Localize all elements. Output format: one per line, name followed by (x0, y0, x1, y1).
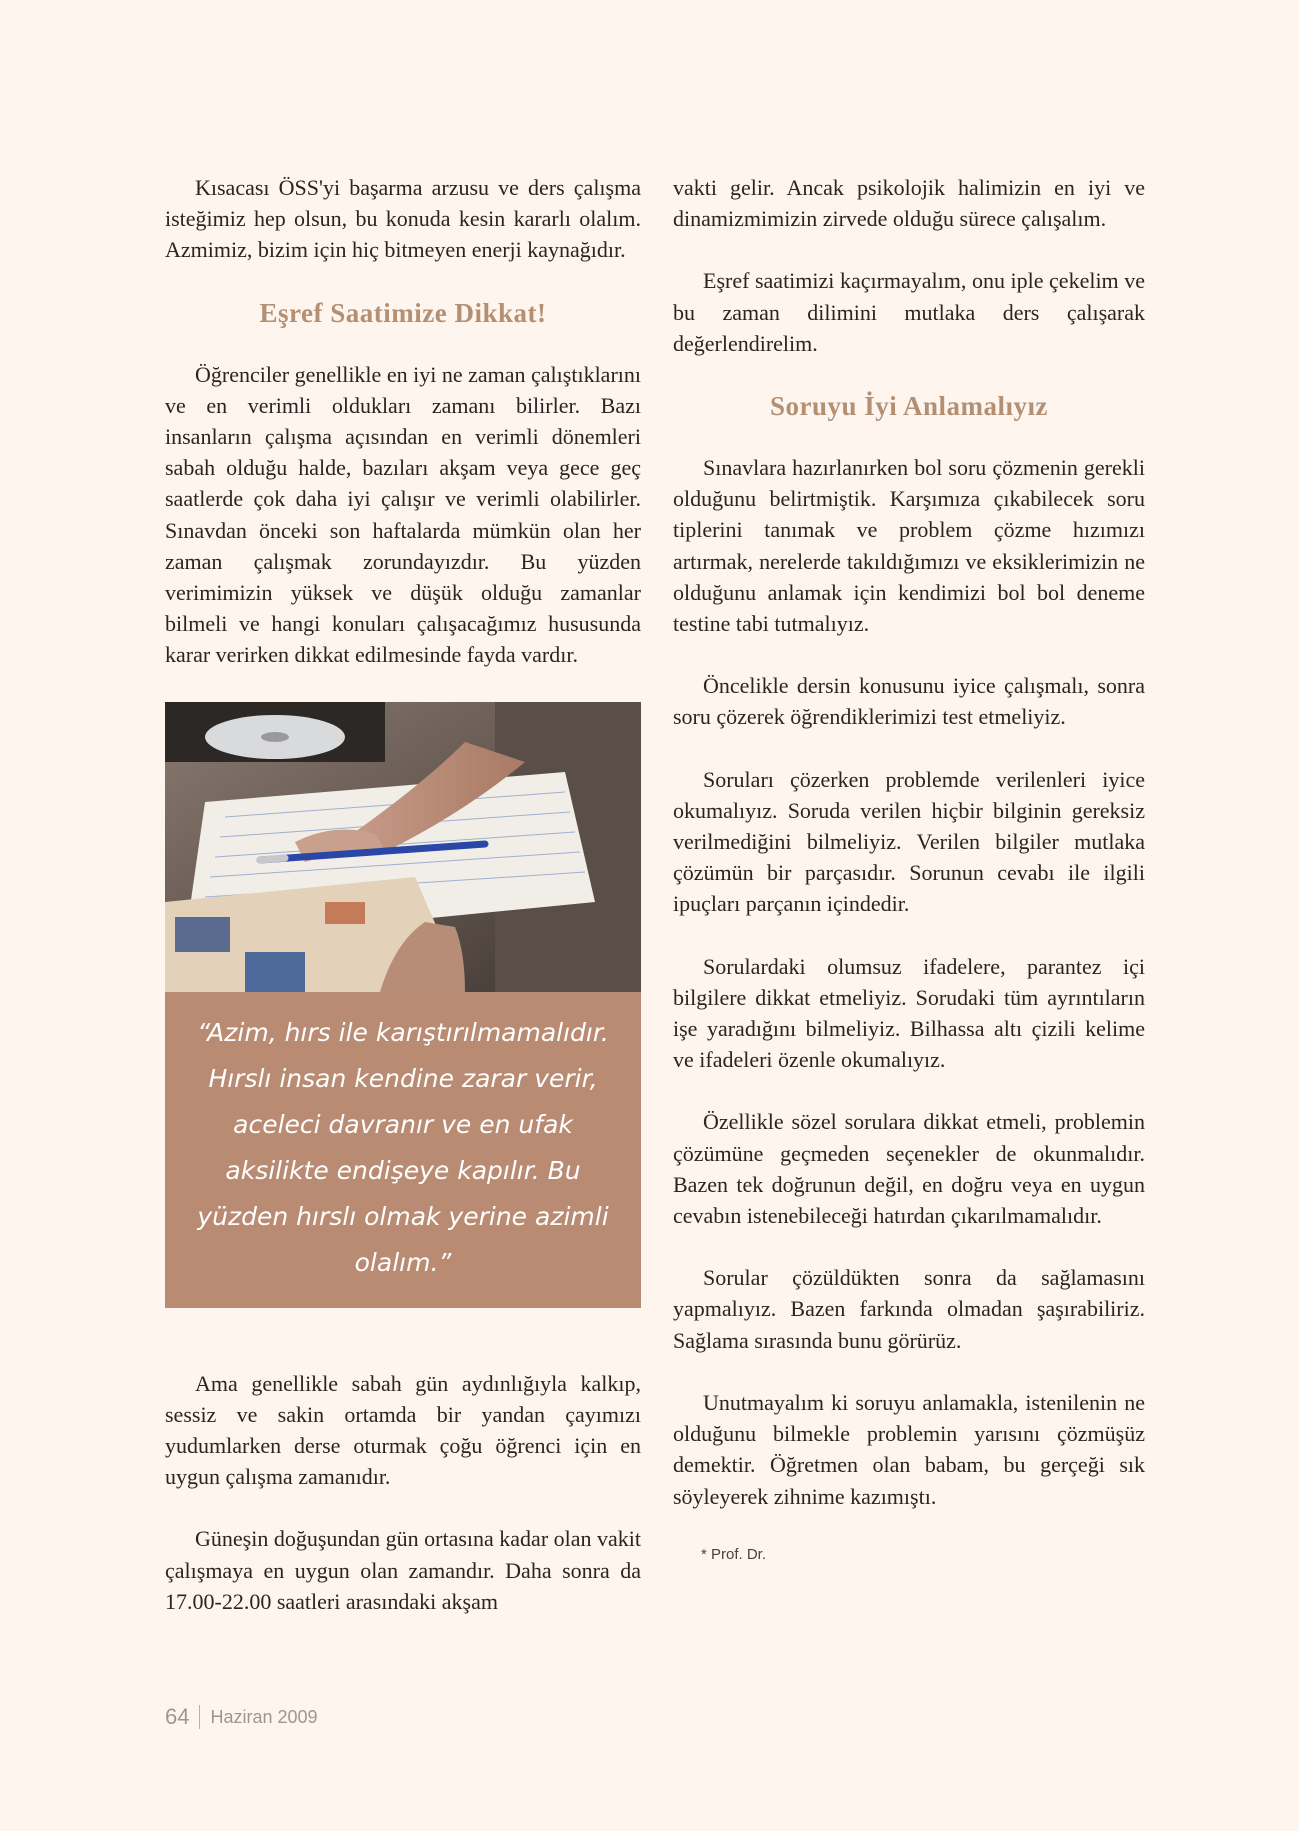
footnote: * Prof. Dr. (701, 1545, 767, 1563)
page-footer (165, 1704, 318, 1730)
pull-quote: “Azim, hırs ile karıştırılmamalıdır. Hırslı insan kendine zarar verir, aceleci davranır ve en ufak aksilikte endişeye kapılır. Bu yüzden hırslı olmak yerine azimli olalım.” (165, 992, 641, 1308)
page-number: 64 (165, 1704, 190, 1729)
paragraph: Özellikle sözel sorulara dikkat etmeli, problemin çözümüne geçmeden seçenekler de okunmalıdır. Bazen tek doğrunun değil, en doğru veya en uygun cevabın istenebileceği hatırdan çıkarılmamalıdır. (673, 1109, 1145, 1229)
paragraph: Öncelikle dersin konusunu iyice çalışmalı, sonra soru çözerek öğrendiklerimizi test etmeliyiz. (673, 673, 1145, 730)
paragraph: Güneşin doğuşundan gün ortasına kadar olan vakit çalışmaya en uygun olan zamandır. Daha sonra da 17.00-22.00 saatleri arasındaki akşam (165, 1526, 642, 1614)
paragraph: Sorular çözüldükten sonra da sağlamasını yapmalıyız. Bazen farkında olmadan şaşırabiliriz. Sağlama sırasında bunu görürüz. (673, 1265, 1145, 1353)
paragraph: Unutmayalım ki soruyu anlamakla, istenilenin ne olduğunu bilmekle problemin yarısını çözmüşüz demektir. Öğretmen olan babam, bu gerçeği sık söyleyerek zihnime kazımıştı. (673, 1389, 1145, 1509)
left-column (165, 172, 641, 1648)
paragraph: vakti gelir. Ancak psikolojik halimizin en iyi ve dinamizmimizin zirvede olduğu sürece çalışalım. (673, 175, 1145, 232)
section-heading: Soruyu İyi Anlamalıyız (769, 391, 1049, 422)
paragraph: Kısacası ÖSS'yi başarma arzusu ve ders çalışma isteğimiz hep olsun, bu konuda kesin kararlı olalım. Azmimiz, bizim için hiç bitmeyen enerji kaynağıdır. (165, 175, 641, 263)
paragraph: Öğrenciler genellikle en iyi ne zaman çalıştıklarını ve en verimli oldukları zamanı bilirler. Bazı insanların çalışma açısından en verimli dönemleri sabah olduğu halde, bazıları akşam veya gece geç saatlerde çok daha iyi çalışır ve verimli olabilirler. Sınavdan önceki son haftalarda mümkün olan her zaman çalışmak zorundayızdır. Bu yüzden verimimizin yüksek ve düşük olduğu zamanlar bilmeli ve hangi konuları çalışacağımız hususunda karar verirken dikkat edilmesinde fayda vardır. (165, 361, 641, 668)
paragraph: Soruları çözerken problemde verilenleri iyice okumalıyız. Soruda verilen hiçbir bilginin gereksiz verilmediğini bilmeliyiz. Verilen bilgiler mutlaka çözümün bir parçasıdır. Sorunun cevabı ile ilgili ipuçları parçanın içindedir. (673, 766, 1145, 917)
paragraph: Ama genellikle sabah gün aydınlığıyla kalkıp, sessiz ve sakin ortamda bir yandan çayımızı yudumlarken derse oturmak çoğu öğrenci için en uygun çalışma zamanıdır. (165, 1370, 641, 1490)
paragraph: Eşref saatimizi kaçırmayalım, onu iple çekelim ve bu zaman dilimini mutlaka ders çalışarak değerlendirelim. (673, 268, 1145, 356)
paragraph: Sınavlara hazırlanırken bol soru çözmenin gerekli olduğunu belirtmiştik. Karşımıza çıkabilecek soru tiplerini tanımak ve problem çözme hızımızı artırmak, nerelerde takıldığımızı ve eksiklerimizin ne olduğunu anlamak için kendimizi bol bol deneme testine tabi tutmalıyız. (673, 455, 1145, 637)
issue-date: Haziran 2009 (210, 1706, 318, 1727)
student-studying-photo (165, 702, 641, 992)
footer-divider (199, 1705, 200, 1729)
section-heading: Eşref Saatimize Dikkat! (259, 297, 547, 328)
right-column (673, 172, 1145, 1570)
paragraph: Sorulardaki olumsuz ifadelere, parantez içi bilgilere dikkat etmeliyiz. Sorudaki tüm ayrıntıların işe yaradığını bilmeliyiz. Bilhassa altı çizili kelime ve ifadeleri özenle okumalıyız. (673, 953, 1145, 1073)
